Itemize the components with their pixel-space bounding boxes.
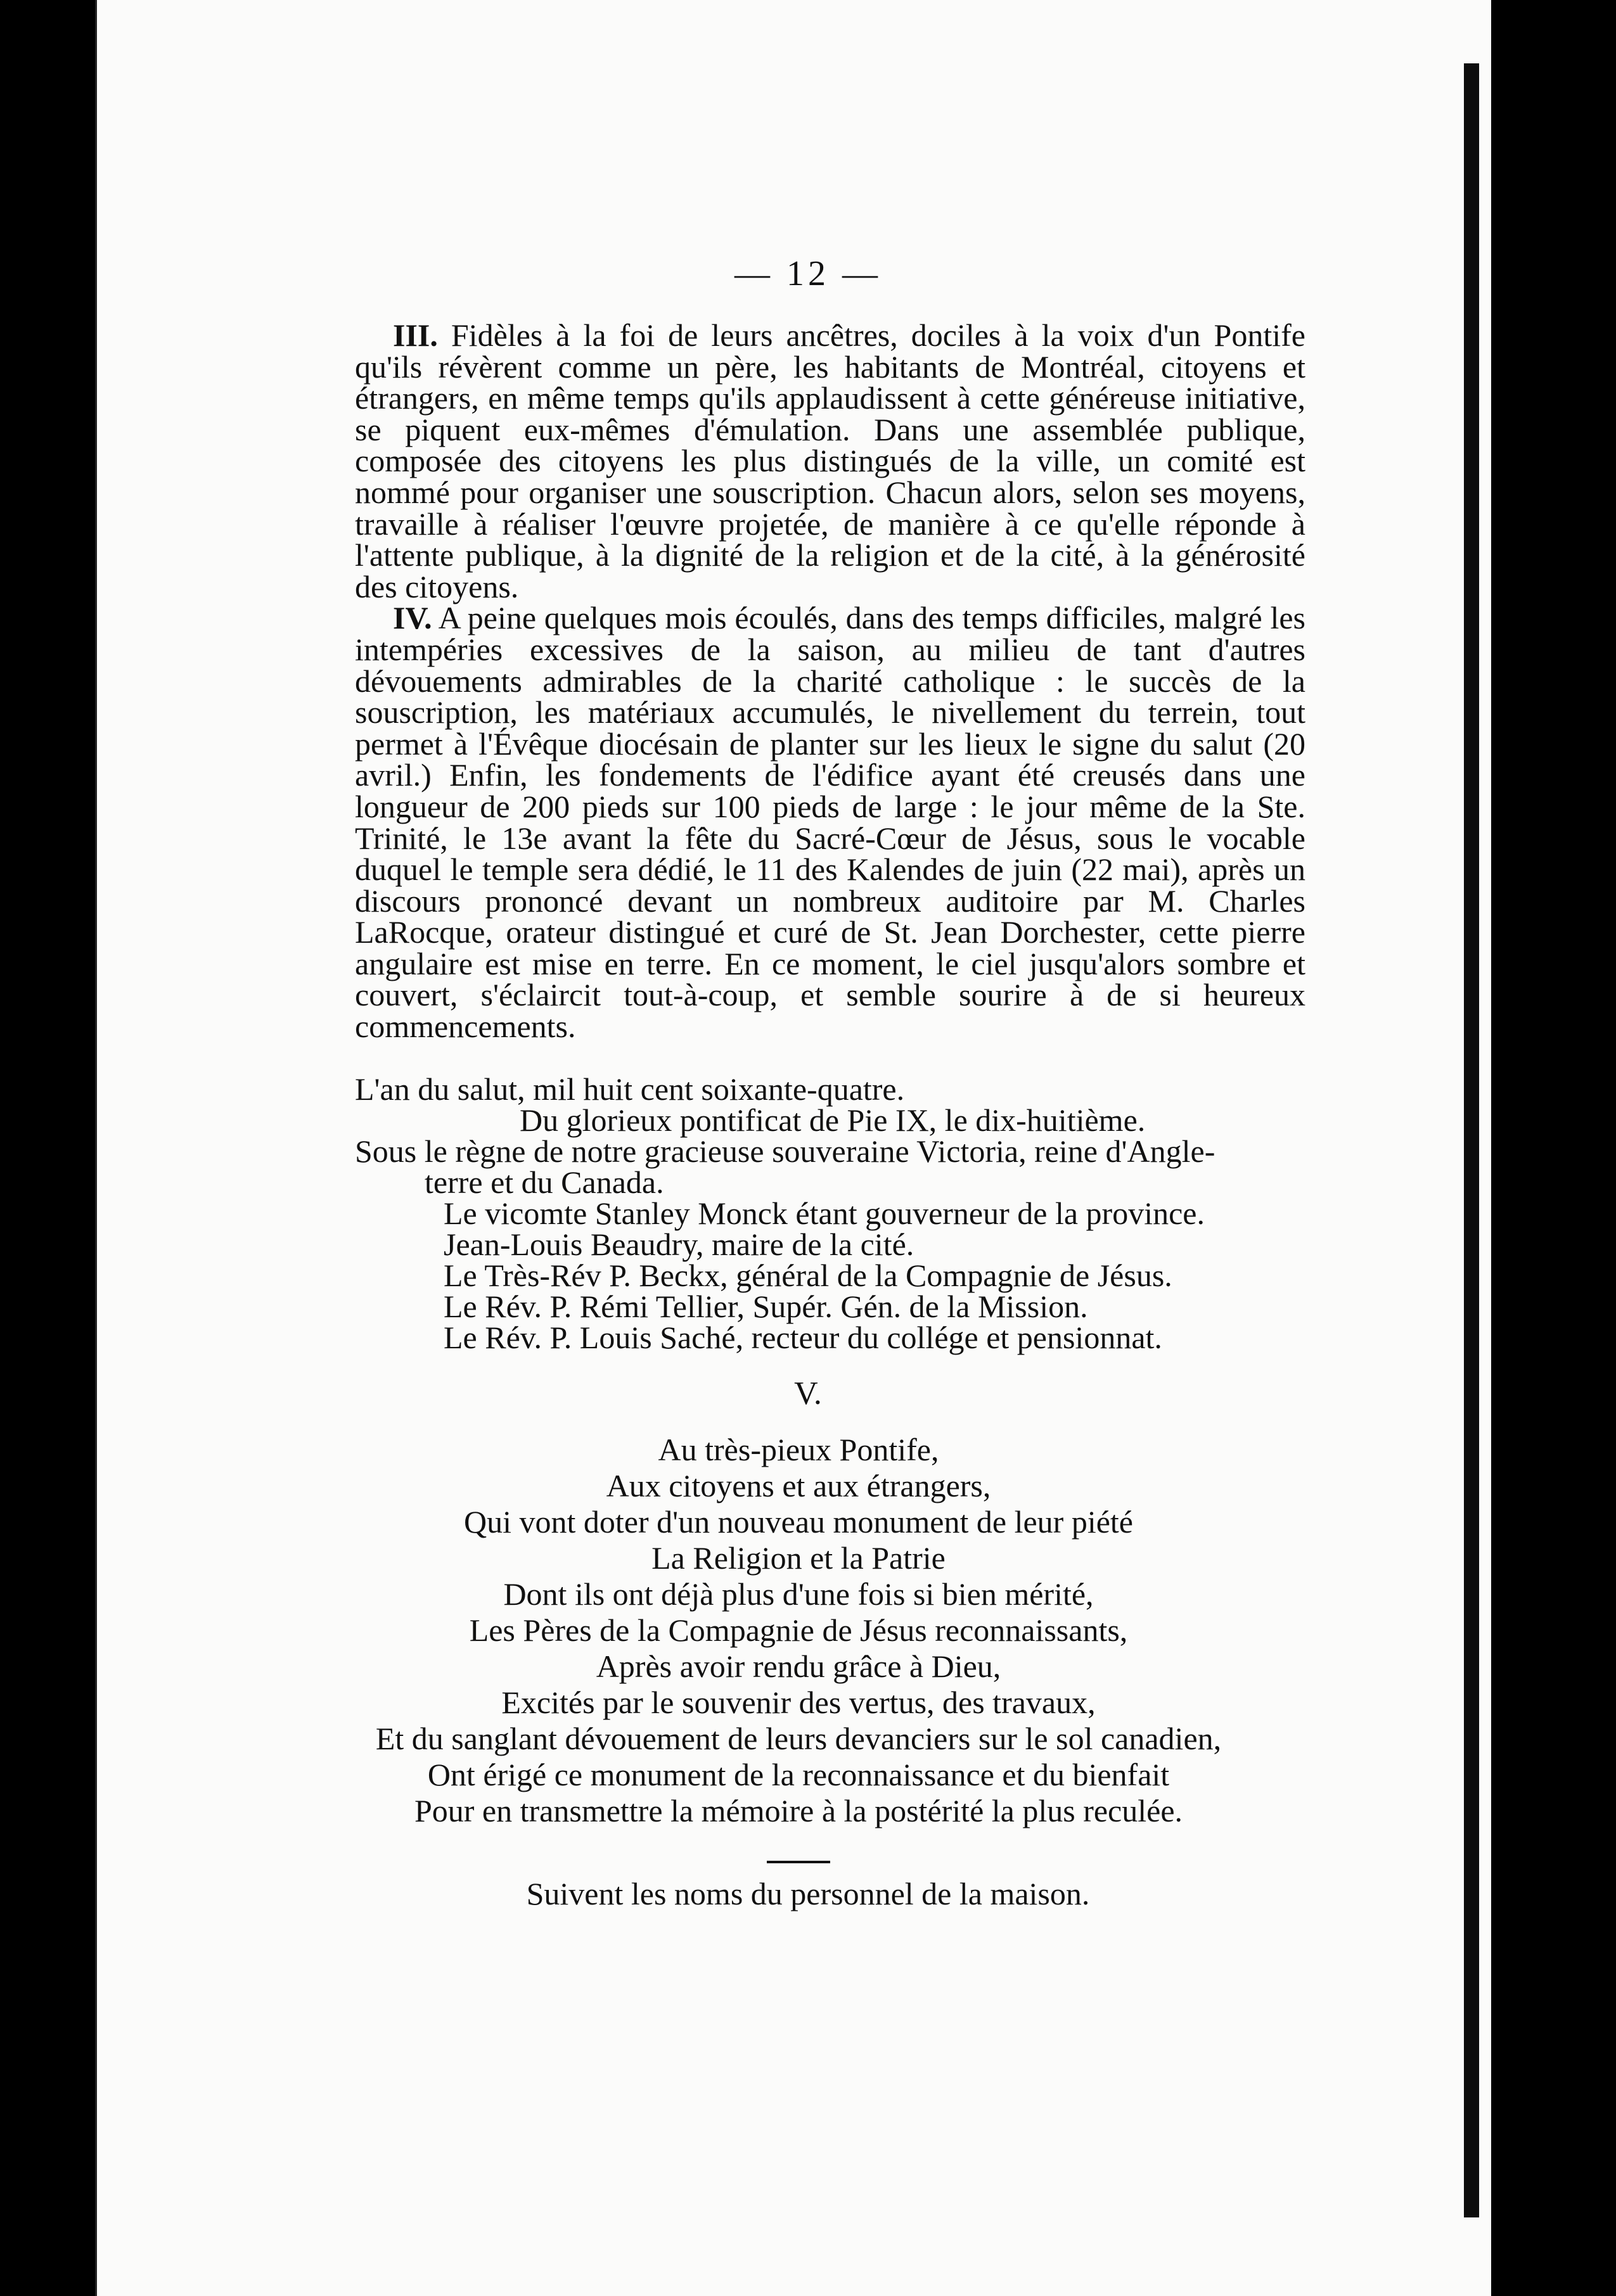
inscription-line: terre et du Canada. [425,1164,664,1200]
inscription-line: Le Rév. P. Rémi Tellier, Supér. Gén. de la Mission. [444,1289,1088,1324]
paragraph-numeral: IV. [393,600,432,636]
dedication-line: Et du sanglant dévouement de leurs devanciers sur le sol canadien, [375,1721,1222,1756]
dedication-line: Au très-pieux Pontife, [658,1432,939,1467]
dedication-line: Excités par le souvenir des vertus, des travaux, [501,1685,1096,1720]
paragraph-iv [355,600,1305,1045]
dedication-line: Ont érigé ce monument de la reconnaissance et du bienfait [427,1757,1170,1792]
inscription-line: Du glorieux pontificat de Pie IX, le dix-huitième. [520,1102,1146,1138]
page-number: — 12 — [734,254,882,293]
paragraph-numeral: III. [393,317,438,353]
dedication-line: Dont ils ont déjà plus d'une fois si bien mérité, [503,1576,1094,1612]
dedication-line: Aux citoyens et aux étrangers, [606,1468,991,1503]
inscription-line: Jean-Louis Beaudry, maire de la cité. [444,1227,914,1262]
dedication-block [304,1432,1293,1829]
inscription-line: Le vicomte Stanley Monck étant gouverneur de la province. [444,1196,1205,1231]
inscription-line: L'an du salut, mil huit cent soixante-quatre. [355,1071,905,1107]
dedication-line: Après avoir rendu grâce à Dieu, [596,1649,1001,1684]
inscription-block [355,1071,1305,1355]
dedication-line: La Religion et la Patrie [651,1540,946,1576]
inscription-line: Sous le règne de notre gracieuse souveraine Victoria, reine d'Angle- [355,1133,1215,1169]
closing-line: Suivent les noms du personnel de la maison. [526,1876,1090,1911]
inscription-line: Le Très-Rév P. Beckx, général de la Compagnie de Jésus. [444,1258,1172,1293]
paragraph-text: Fidèles à la foi de leurs ancêtres, dociles à la voix d'un Pontife qu'ils révèrent comme un père, les habitants de Montréal, citoyens et étrangers, en même temps qu'ils applaudissent à cette généreuse initiative, se piquent eux-mêmes d'émulation. Dans une assemblée publique, composée des citoyens les plus distingués de la ville, un comité est nommé pour organiser une souscription. Chacun alors, selon ses moyens, travaille à réaliser l'œuvre projetée, de manière à ce qu'elle réponde à l'attente publique, à la dignité de la religion et de la cité, à la générosité des citoyens. [355,317,1305,604]
divider-rule [767,1861,830,1863]
section-heading-v: V. [794,1375,822,1412]
inscription-line: Le Rév. P. Louis Saché, recteur du collége et pensionnat. [444,1320,1162,1355]
dedication-line: Qui vont doter d'un nouveau monument de leur piété [464,1504,1133,1540]
paragraph-iii [355,317,1305,604]
dedication-line: Pour en transmettre la mémoire à la postérité la plus reculée. [414,1793,1183,1828]
dedication-line: Les Pères de la Compagnie de Jésus reconnaissants, [469,1612,1128,1648]
body-text [355,317,1305,1045]
paragraph-text: A peine quelques mois écoulés, dans des temps difficiles, malgré les intempéries excessives de la saison, au milieu de tant d'autres dévouements admirables de la charité catholique : le succès de la souscription, les matériaux accumulés, le nivellement du terrein, tout permet à l'Évêque diocésain de planter sur les lieux le signe du salut (20 avril.) Enfin, les fondements de l'édifice ayant été creusés dans une longueur de 200 pieds sur 100 pieds de large : le jour même de la Ste. Trinité, le 13e avant la fête du Sacré-Cœur de Jésus, sous le vocable duquel le temple sera dédié, le 11 des Kalendes de juin (22 mai), après un discours prononcé devant un nombreux auditoire par M. Charles LaRocque, orateur distingué et curé de St. Jean Dorchester, cette pierre angulaire est mise en terre. En ce moment, le ciel jusqu'alors sombre et couvert, s'éclaircit tout-à-coup, et semble sourire à de si heureux commencements. [355,600,1305,1045]
